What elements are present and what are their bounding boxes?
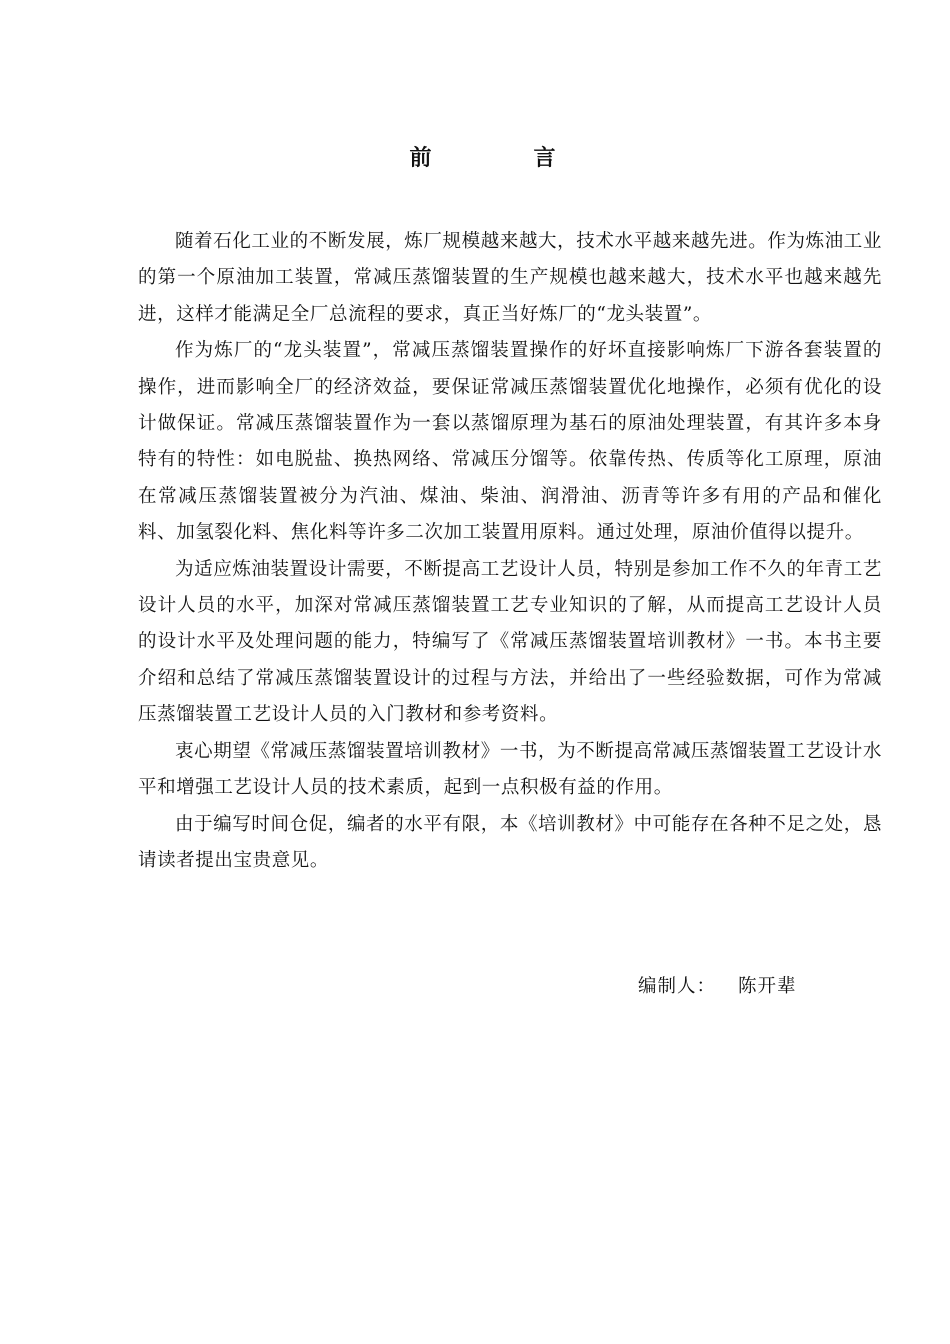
paragraph-4: 衷心期望《常减压蒸馏装置培训教材》一书，为不断提高常减压蒸馏装置工艺设计水平和增强工艺设计人员的技术素质，起到一点积极有益的作用。	[138, 740, 882, 799]
signature-label: 编制人：	[638, 976, 717, 997]
page-title: 前 言	[409, 145, 596, 171]
author-name: 陈开辈	[738, 976, 797, 997]
signature-block	[638, 972, 797, 1002]
paragraph-2: 作为炼厂的“龙头装置”，常减压蒸馏装置操作的好坏直接影响炼厂下游各套装置的操作，进而影响全厂的经济效益，要保证常减压蒸馏装置优化地操作，必须有优化的设计做保证。常减压蒸馏装置作为一套以蒸馏原理为基石的原油处理装置，有其许多本身特有的特性：如电脱盐、换热网络、常减压分馏等。依靠传热、传质等化工原理，原油在常减压蒸馏装置被分为汽油、煤油、柴油、润滑油、沥青等许多有用的产品和催化料、加氢裂化料、焦化料等许多二次加工装置用原料。通过处理，原油价值得以提升。	[138, 340, 882, 544]
preface-body	[138, 224, 882, 879]
paragraph-3: 为适应炼油装置设计需要，不断提高工艺设计人员，特别是参加工作不久的年青工艺设计人员的水平，加深对常减压蒸馏装置工艺专业知识的了解，从而提高工艺设计人员的设计水平及处理问题的能力，特编写了《常减压蒸馏装置培训教材》一书。本书主要介绍和总结了常减压蒸馏装置设计的过程与方法，并给出了一些经验数据，可作为常减压蒸馏装置工艺设计人员的入门教材和参考资料。	[138, 558, 882, 726]
paragraph-1: 随着石化工业的不断发展，炼厂规模越来越大，技术水平越来越先进。作为炼油工业的第一个原油加工装置，常减压蒸馏装置的生产规模也越来越大，技术水平也越来越先进，这样才能满足全厂总流程的要求，真正当好炼厂的“龙头装置”。	[138, 231, 882, 325]
paragraph-5: 由于编写时间仓促，编者的水平有限，本《培训教材》中可能存在各种不足之处，恳请读者提出宝贵意见。	[138, 813, 882, 871]
